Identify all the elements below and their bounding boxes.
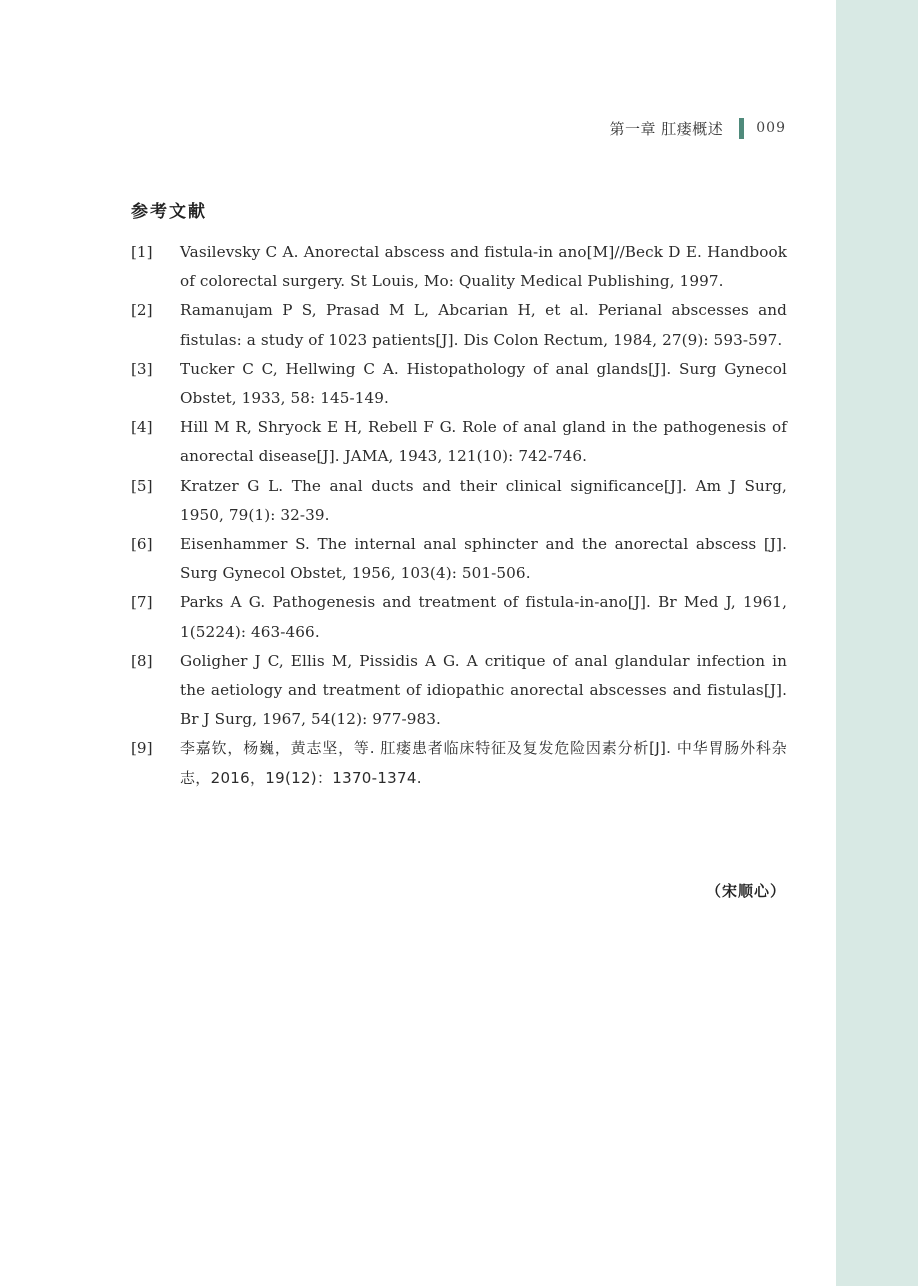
header-divider-bar bbox=[739, 118, 744, 139]
chapter-title: 第一章 肛瘘概述 bbox=[609, 119, 724, 138]
running-header bbox=[560, 114, 786, 142]
reference-number: [6] bbox=[131, 535, 153, 554]
reference-item bbox=[131, 296, 787, 354]
reference-text: Vasilevsky C A. Anorectal abscess and fistula-in ano[M]//Beck D E. Handbook of colorectal surgery. St Louis, Mo: Quality Medical Publishing, 1997. bbox=[180, 243, 787, 291]
reference-item bbox=[131, 588, 787, 646]
author-credit: （宋顺心） bbox=[705, 882, 786, 900]
side-color-band bbox=[836, 0, 918, 1286]
reference-number: [5] bbox=[131, 476, 153, 495]
reference-text: Tucker C C, Hellwing C A. Histopathology of anal glands[J]. Surg Gynecol Obstet, 1933, 58: 145-149. bbox=[180, 359, 787, 408]
reference-number: [2] bbox=[131, 301, 153, 320]
reference-list bbox=[131, 238, 787, 793]
reference-number: [8] bbox=[131, 651, 153, 670]
reference-text: Kratzer G L. The anal ducts and their clinical significance[J]. Am J Surg, 1950, 79(1): 32-39. bbox=[180, 476, 787, 524]
reference-text: Eisenhammer S. The internal anal sphincter and the anorectal abscess [J]. Surg Gynecol Obstet, 1956, 103(4): 501-506. bbox=[180, 535, 787, 583]
reference-number: [4] bbox=[131, 418, 153, 437]
reference-text: Goligher J C, Ellis M, Pissidis A G. A critique of anal glandular infection in the aetiology and treatment of idiopathic anorectal abscesses and fistulas[J]. Br J Surg, 1967, 54(12): 977-983. bbox=[180, 651, 787, 729]
reference-text: Parks A G. Pathogenesis and treatment of fistula-in-ano[J]. Br Med J, 1961, 1(5224): 463-466. bbox=[180, 593, 787, 641]
section-title: 参考文献 bbox=[131, 202, 207, 222]
reference-number: [3] bbox=[131, 359, 153, 378]
reference-item bbox=[131, 413, 787, 471]
reference-item bbox=[131, 355, 787, 413]
reference-text: 李嘉钦，杨巍，黄志坚，等. 肛瘘患者临床特征及复发危险因素分析[J]. 中华胃肠外科杂志，2016，19(12)：1370-1374. bbox=[180, 739, 787, 787]
reference-number: [9] bbox=[131, 739, 153, 758]
reference-number: [1] bbox=[131, 243, 153, 261]
reference-item bbox=[131, 734, 787, 792]
reference-item bbox=[131, 530, 787, 588]
reference-item bbox=[131, 647, 787, 735]
reference-text: Ramanujam P S, Prasad M L, Abcarian H, et al. Perianal abscesses and fistulas: a study of 1023 patients[J]. Dis Colon Rectum, 1984, 27(9): 593-597. bbox=[180, 301, 787, 349]
reference-item bbox=[131, 238, 787, 296]
reference-number: [7] bbox=[131, 593, 153, 612]
page-number: 009 bbox=[756, 120, 786, 136]
reference-text: Hill M R, Shryock E H, Rebell F G. Role of anal gland in the pathogenesis of anorectal disease[J]. JAMA, 1943, 121(10): 742-746. bbox=[180, 418, 787, 466]
reference-item bbox=[131, 472, 787, 530]
